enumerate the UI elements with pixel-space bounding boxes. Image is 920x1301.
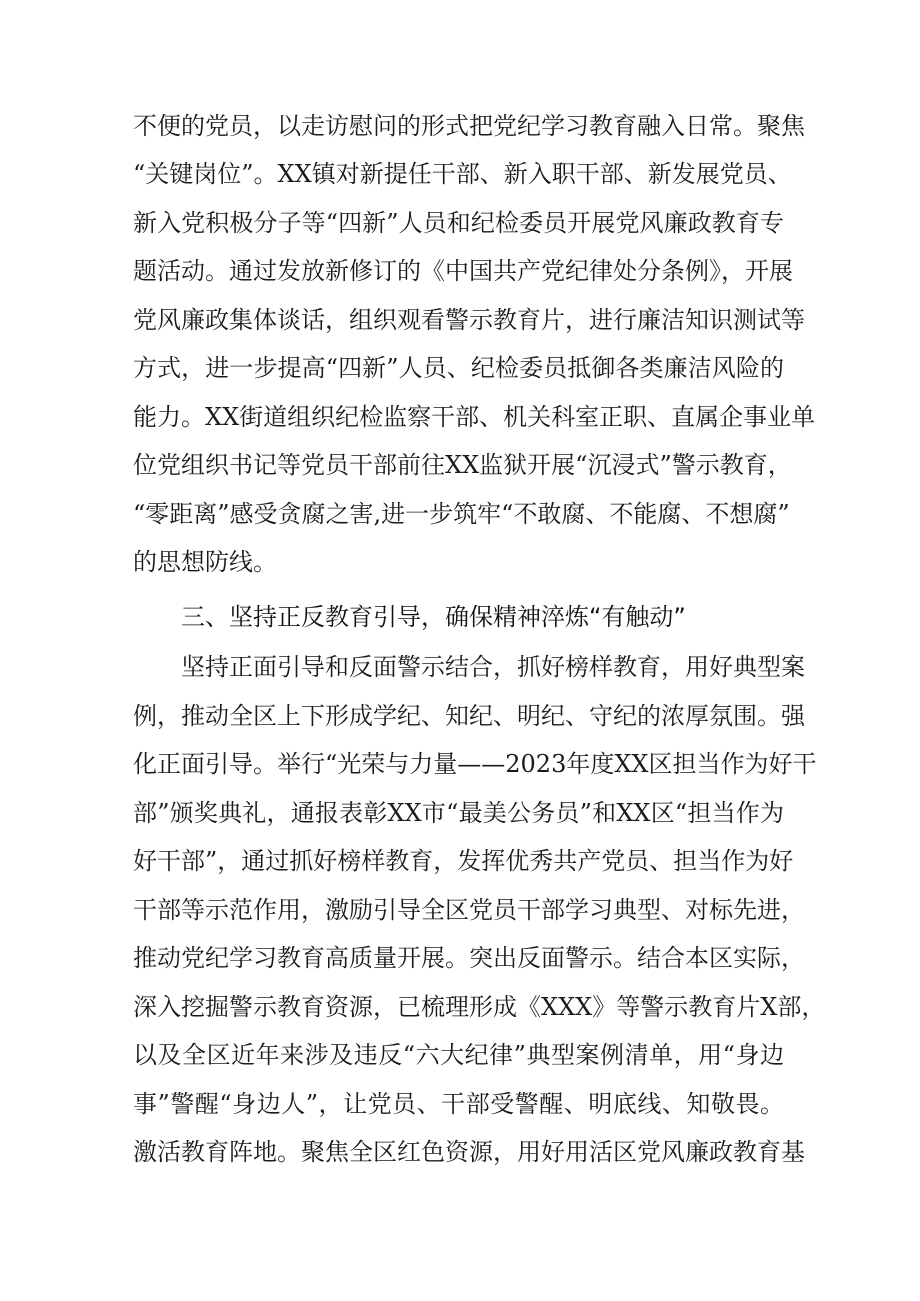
text-line: 不便的党员，以走访慰问的形式把党纪学习教育融入日常。聚焦 bbox=[133, 112, 805, 140]
text-line: 位党组织书记等党员干部前往XX监狱开展“沉浸式”警示教育， bbox=[133, 451, 792, 479]
text-line: 部”颁奖典礼，通报表彰XX市“最美公务员”和XX区“担当作为 bbox=[133, 799, 784, 827]
text-line: 新入党积极分子等“四新”人员和纪检委员开展党风廉政教育专 bbox=[133, 209, 784, 237]
text-line: 题活动。通过发放新修订的《中国共产党纪律处分条例》，开展 bbox=[133, 257, 793, 285]
text-line: 激活教育阵地。聚焦全区红色资源，用好用活区党风廉政教育基 bbox=[133, 1138, 805, 1166]
text-line: 化正面引导。举行“光荣与力量——2023年度XX区担当作为好干 bbox=[133, 750, 817, 778]
text-line: 能力。XX街道组织纪检监察干部、机关科室正职、直属企事业单 bbox=[133, 403, 816, 431]
text-line: 推动党纪学习教育高质量开展。突出反面警示。结合本区实际， bbox=[133, 944, 805, 972]
text-line: “关键岗位”。XX镇对新提任干部、新入职干部、新发展党员、 bbox=[133, 160, 792, 188]
text-line: 事”警醒“身边人”，让党员、干部受警醒、明底线、知敬畏。 bbox=[133, 1090, 784, 1118]
section-heading: 三、坚持正反教育引导，确保精神淬炼“有触动” bbox=[181, 603, 686, 631]
text-line: 坚持正面引导和反面警示结合，抓好榜样教育，用好典型案 bbox=[181, 653, 805, 681]
text-line: 方式，进一步提高“四新”人员、纪检委员抵御各类廉洁风险的 bbox=[133, 354, 784, 382]
text-line: “零距离”感受贪腐之害,进一步筑牢“不敢腐、不能腐、不想腐” bbox=[133, 500, 790, 528]
text-line: 党风廉政集体谈话，组织观看警示教育片，进行廉洁知识测试等 bbox=[133, 306, 805, 334]
text-line: 以及全区近年来涉及违反“六大纪律”典型案例清单，用“身边 bbox=[133, 1041, 784, 1069]
text-line: 干部等示范作用，激励引导全区党员干部学习典型、对标先进， bbox=[133, 896, 805, 924]
text-line: 好干部”，通过抓好榜样教育，发挥优秀共产党员、担当作为好 bbox=[133, 847, 794, 875]
text-line: 的思想防线。 bbox=[133, 548, 277, 576]
text-line: 深入挖掘警示教育资源，已梳理形成《XXX》等警示教育片X部， bbox=[133, 993, 826, 1021]
text-line: 例，推动全区上下形成学纪、知纪、明纪、守纪的浓厚氛围。强 bbox=[133, 702, 805, 730]
